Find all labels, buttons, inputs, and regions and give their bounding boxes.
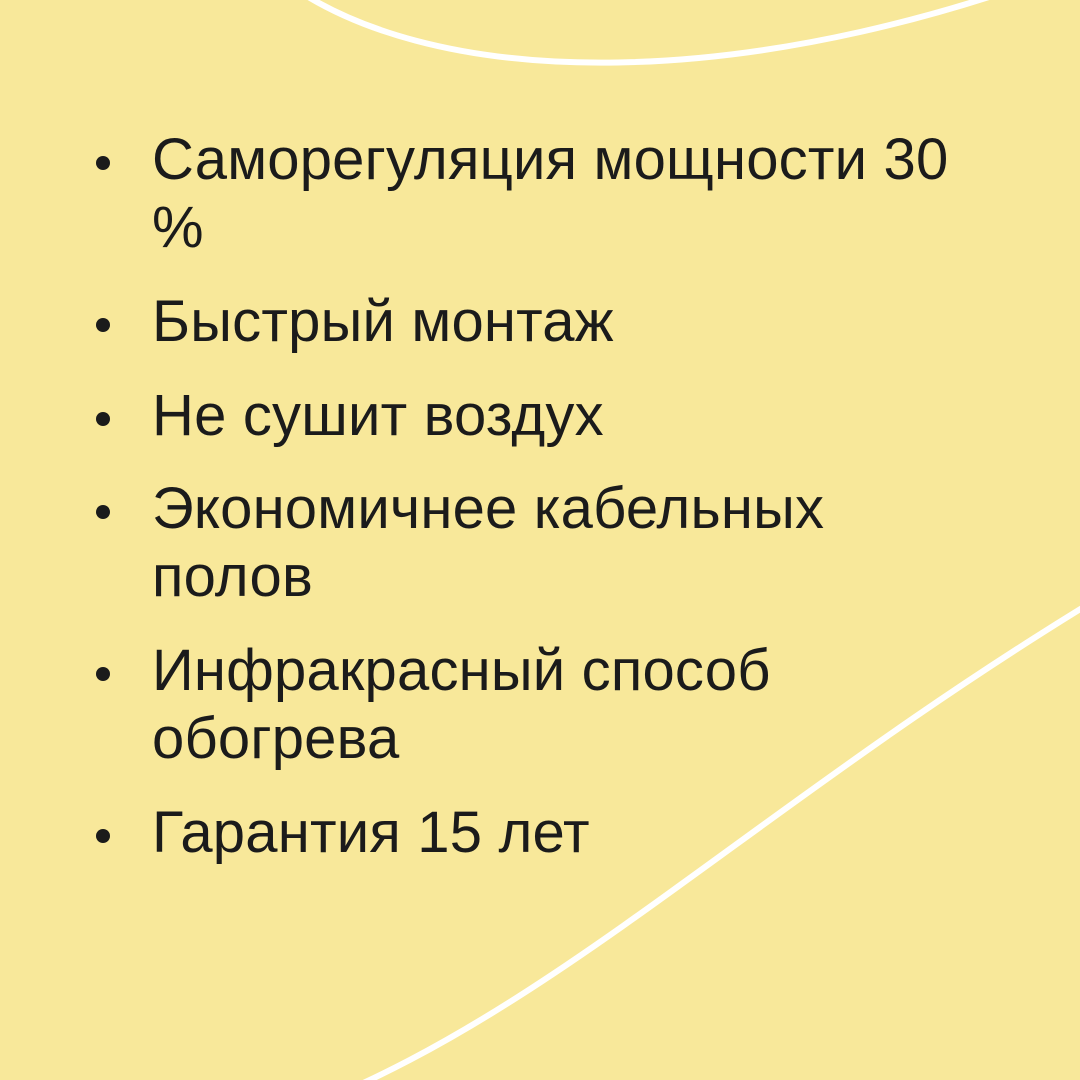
list-item (96, 288, 996, 356)
list-item-label: Гарантия 15 лет (152, 799, 590, 865)
bullet-dot-icon (96, 667, 110, 681)
bullet-dot-icon (96, 156, 110, 170)
list-item-label: Быстрый монтаж (152, 288, 614, 354)
bullet-dot-icon (96, 318, 110, 332)
list-item (96, 382, 996, 450)
top-curve-icon (270, 0, 1080, 63)
list-item (96, 126, 996, 262)
list-item-label: Экономичнее кабельных полов (152, 476, 825, 610)
feature-list (96, 126, 996, 893)
list-item-label: Не сушит воздух (152, 382, 604, 448)
bullet-dot-icon (96, 505, 110, 519)
list-item (96, 799, 996, 867)
list-item-label: Инфракрасный способ обогрева (152, 638, 771, 772)
bullet-dot-icon (96, 412, 110, 426)
bullet-dot-icon (96, 829, 110, 843)
list-item (96, 637, 996, 773)
list-item (96, 475, 996, 611)
list-item-label: Саморегуляция мощности 30 % (152, 127, 949, 260)
